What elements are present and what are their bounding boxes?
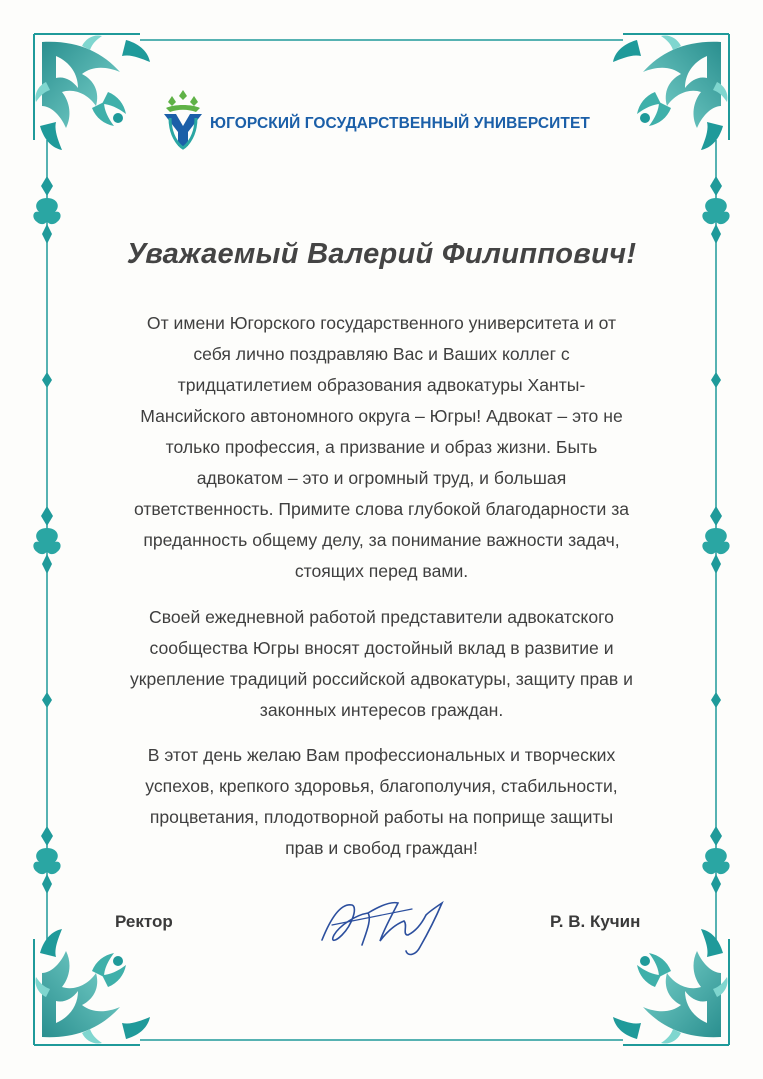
text-line: ответственность. Примите слова глубокой благодарности за [133,499,630,519]
text-line: себя лично поздравляю Вас и Ваших коллег с [193,344,570,364]
text-line: процветания, плодотворной работы на поприще защиты [149,807,614,827]
text-line: только профессия, а призвание и образ жизни. Быть [165,437,598,457]
university-logo-icon [160,88,206,150]
corner-ornament-bottom-left [34,929,150,1045]
text-line: сообщества Югры вносят достойный вклад в развитие и [149,638,614,658]
paragraph-2 [90,602,673,726]
greeting-title: Уважаемый Валерий Филиппович! [126,238,637,270]
text-line: успехов, крепкого здоровья, благополучия, стабильности, [145,776,618,796]
text-line: Своей ежедневной работой представители адвокатского [149,607,614,627]
university-header [160,88,620,150]
corner-ornament-top-left [34,34,150,150]
text-line: преданность общему делу, за понимание важности задач, [143,530,620,550]
text-line: стоящих перед вами. [294,561,469,581]
corner-ornament-top-right [613,34,729,150]
corner-ornament-bottom-right [613,929,729,1045]
text-line: Мансийского автономного округа – Югры! Адвокат – это не [140,406,623,426]
text-line: тридцатилетием образования адвокатуры Ханты- [177,375,586,395]
handwritten-signature [312,885,462,960]
signer-name: Р. В. Кучин [550,912,641,931]
text-line: укрепление традиций российской адвокатуры, защиту прав и [130,669,633,689]
university-name: ЮГОРСКИЙ ГОСУДАРСТВЕННЫЙ УНИВЕРСИТЕТ [210,115,590,132]
text-line: От имени Югорского государственного университета и от [146,313,617,333]
paragraph-3 [90,740,673,864]
position-title: Ректор [115,912,173,931]
text-line: адвокатом – это и огромный труд, и большая [196,468,567,488]
text-line: В этот день желаю Вам профессиональных и творческих [147,745,616,765]
paragraph-1 [90,308,673,587]
text-line: законных интересов граждан. [259,700,504,720]
text-line: прав и свобод граждан! [285,838,478,858]
